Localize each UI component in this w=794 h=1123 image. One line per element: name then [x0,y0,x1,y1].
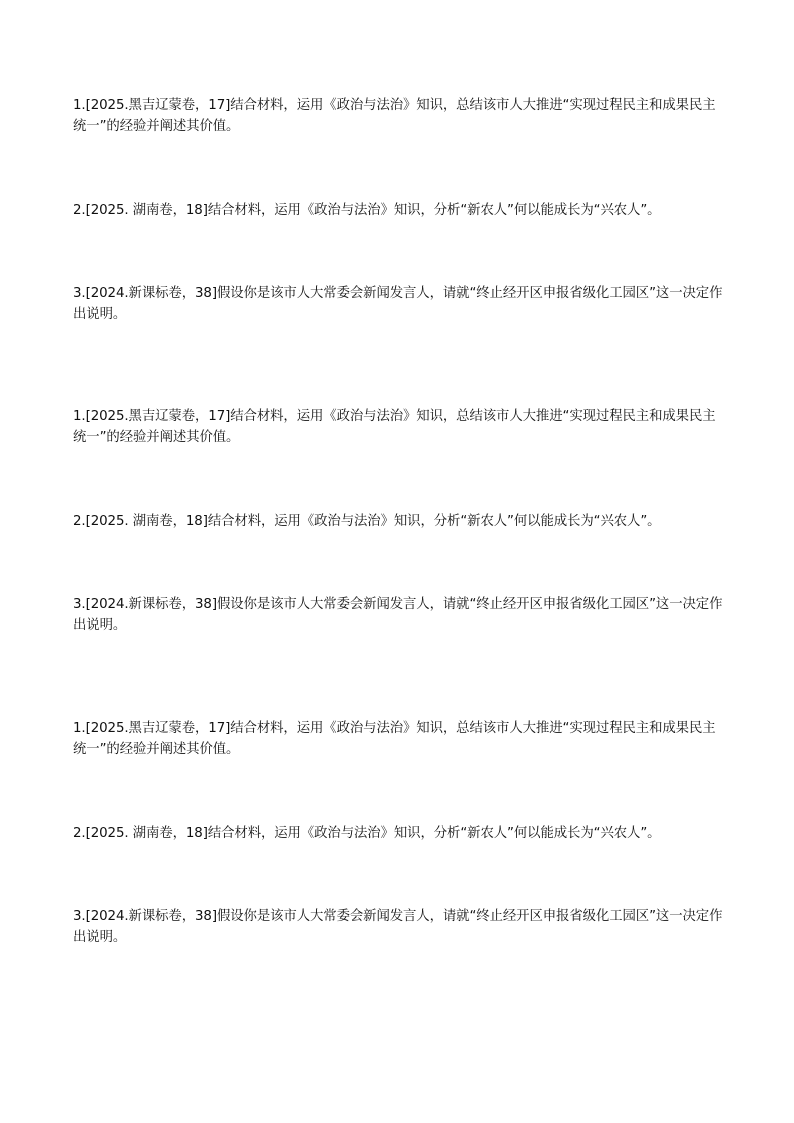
question-1-second: 1.[2025.黑吉辽蒙卷，17]结合材料，运用《政治与法治》知识，总结该市人大推进“实现过程民主和成果民主统一”的经验并阐述其价值。 [73,409,716,445]
question-2-second: 2.[2025. 湖南卷，18]结合材料，运用《政治与法治》知识，分析“新农人”何以能成长为“兴农人”。 [73,514,661,529]
question-2-first: 2.[2025. 湖南卷，18]结合材料，运用《政治与法治》知识，分析“新农人”何以能成长为“兴农人”。 [73,203,661,218]
question-2-third: 2.[2025. 湖南卷，18]结合材料，运用《政治与法治》知识，分析“新农人”何以能成长为“兴农人”。 [73,826,661,841]
question-3-third: 3.[2024.新课标卷，38]假设你是该市人大常委会新闻发言人，请就“终止经开区申报省级化工园区”这一决定作出说明。 [73,909,723,945]
question-3-second: 3.[2024.新课标卷，38]假设你是该市人大常委会新闻发言人，请就“终止经开区申报省级化工园区”这一决定作出说明。 [73,597,723,633]
question-1-third: 1.[2025.黑吉辽蒙卷，17]结合材料，运用《政治与法治》知识，总结该市人大推进“实现过程民主和成果民主统一”的经验并阐述其价值。 [73,721,716,757]
question-1-first: 1.[2025.黑吉辽蒙卷，17]结合材料，运用《政治与法治》知识，总结该市人大推进“实现过程民主和成果民主统一”的经验并阐述其价值。 [73,98,716,134]
question-3-first: 3.[2024.新课标卷，38]假设你是该市人大常委会新闻发言人，请就“终止经开区申报省级化工园区”这一决定作出说明。 [73,286,723,322]
